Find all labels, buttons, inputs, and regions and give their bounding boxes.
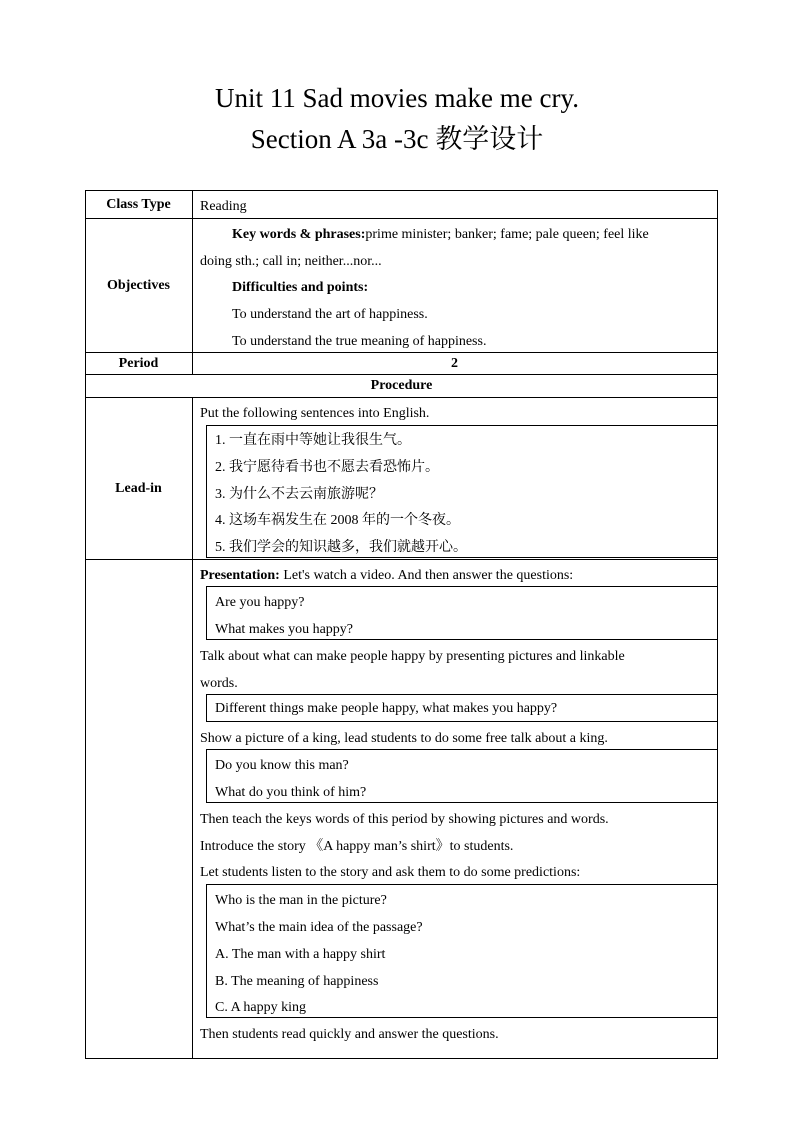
final-line: Then students read quickly and answer the questions. bbox=[200, 1027, 499, 1042]
title-line-2: Section A 3a -3c 教学设计 bbox=[250, 124, 544, 154]
lead-in-sentence-2: 2. 我宁愿待看书也不愿去看恐怖片。 bbox=[215, 460, 439, 475]
question-box-4 bbox=[206, 884, 718, 1018]
question-2: Different things make people happy, what makes you happy? bbox=[215, 701, 558, 716]
lead-in-sentence-4: 4. 这场车祸发生在 2008 年的一个冬夜。 bbox=[215, 513, 460, 528]
lead-in-label: Lead-in bbox=[115, 481, 162, 496]
period-label: Period bbox=[118, 356, 159, 371]
title-line-1: Unit 11 Sad movies make me cry. bbox=[215, 83, 579, 113]
objectives-label: Objectives bbox=[107, 278, 170, 293]
question-box-1 bbox=[206, 586, 718, 640]
introduce-line: Introduce the story 《A happy man’s shirt》to students. bbox=[200, 839, 514, 854]
question-3b: What do you think of him? bbox=[215, 785, 367, 800]
key-words-line-2: doing sth.; call in; neither...nor... bbox=[200, 254, 382, 269]
lead-in-sentence-3: 3. 为什么不去云南旅游呢？ bbox=[215, 487, 383, 502]
lead-in-sentences-box bbox=[206, 425, 718, 558]
question-box-3 bbox=[206, 749, 718, 803]
presentation-label: Presentation: bbox=[200, 568, 280, 583]
king-intro: Show a picture of a king, lead students to do some free talk about a king. bbox=[200, 731, 608, 746]
lead-in-sentence-5: 5. 我们学会的知识越多，我们就越开心。 bbox=[215, 540, 467, 555]
question-4e: C. A happy king bbox=[215, 1000, 307, 1015]
key-words-line-1 bbox=[232, 221, 649, 248]
lead-in-sentence-1: 1. 一直在雨中等她让我很生气。 bbox=[215, 433, 411, 448]
listen-line: Let students listen to the story and ask them to do some predictions: bbox=[200, 865, 581, 880]
question-3a: Do you know this man? bbox=[215, 758, 349, 773]
question-box-2 bbox=[206, 694, 718, 722]
question-4a: Who is the man in the picture? bbox=[215, 893, 387, 908]
question-1b: What makes you happy? bbox=[215, 622, 354, 637]
difficulties-label: Difficulties and points: bbox=[232, 280, 369, 295]
talk-line-1: Talk about what can make people happy by presenting pictures and linkable bbox=[200, 649, 625, 664]
objective-point-1: To understand the art of happiness. bbox=[232, 307, 428, 322]
question-1a: Are you happy? bbox=[215, 595, 305, 610]
question-4b: What’s the main idea of the passage? bbox=[215, 920, 423, 935]
presentation-intro bbox=[200, 562, 573, 589]
class-type-value: Reading bbox=[200, 199, 247, 214]
period-value: 2 bbox=[451, 356, 458, 371]
lead-in-instruction: Put the following sentences into English. bbox=[200, 406, 430, 421]
objective-point-2: To understand the true meaning of happiness. bbox=[232, 334, 487, 349]
question-4d: B. The meaning of happiness bbox=[215, 974, 379, 989]
procedure-heading: Procedure bbox=[370, 378, 433, 393]
key-words-label: Key words & phrases: bbox=[232, 227, 366, 242]
class-type-label: Class Type bbox=[106, 197, 171, 212]
teach-line: Then teach the keys words of this period by showing pictures and words. bbox=[200, 812, 609, 827]
question-4c: A. The man with a happy shirt bbox=[215, 947, 386, 962]
talk-line-2: words. bbox=[200, 676, 238, 691]
key-words-list: prime minister; banker; fame; pale queen; feel like bbox=[365, 227, 649, 242]
presentation-intro-text: Let's watch a video. And then answer the questions: bbox=[279, 568, 574, 583]
